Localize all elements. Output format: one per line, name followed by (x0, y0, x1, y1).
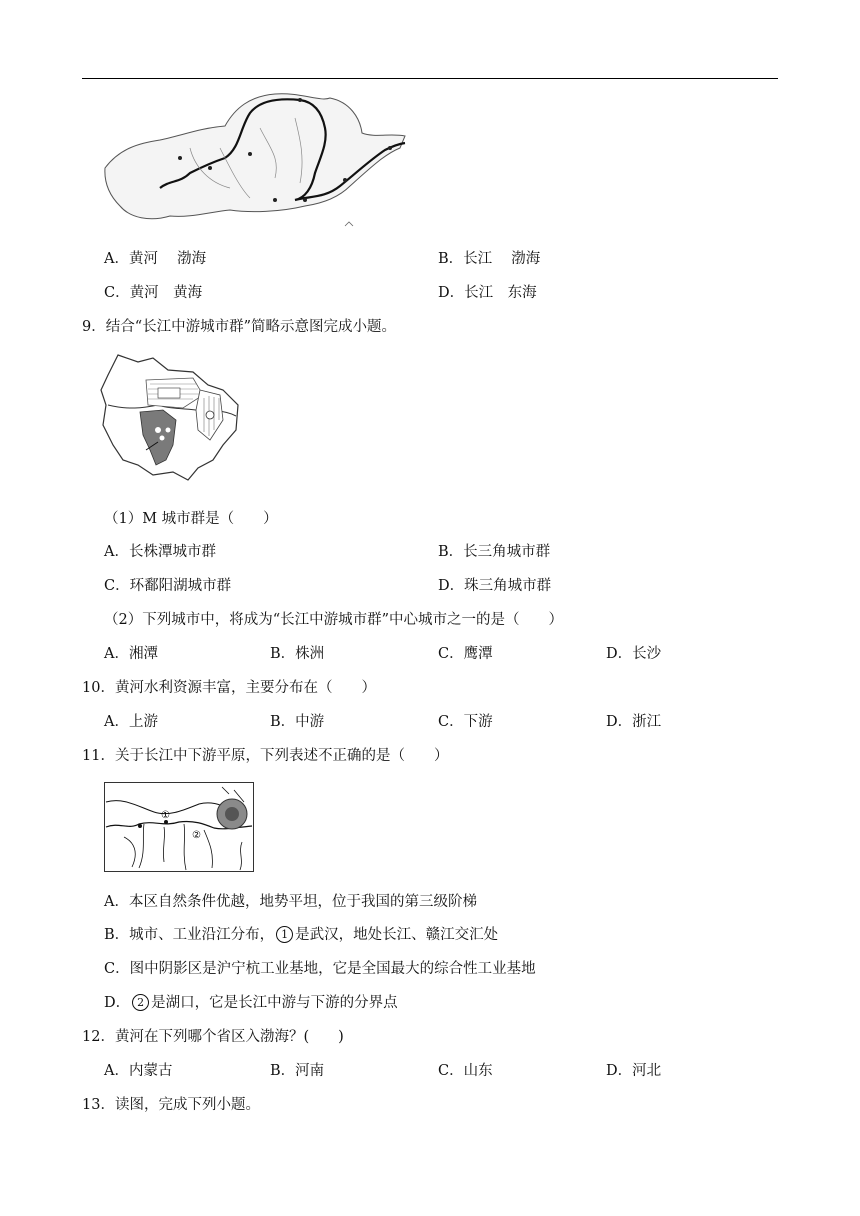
option-text: 长沙 (632, 646, 662, 662)
option-text: 本区自然条件优越，地势平坦，位于我国的第三级阶梯 (128, 894, 477, 910)
option-text: 长江 渤海 (463, 251, 541, 267)
option-letter: C． (438, 646, 464, 662)
circled-number: 2 (132, 994, 149, 1011)
option-text: 长株潭城市群 (128, 544, 216, 560)
q9-sub2-option-b[interactable] (270, 642, 324, 663)
q9-sub2-stem: （2）下列城市中，将成为“长江中游城市群”中心城市之一的是（ ） (104, 612, 564, 628)
q8-option-d[interactable] (438, 281, 537, 302)
option-text: 城市、工业沿江分布， (129, 927, 275, 943)
q9-sub1-option-c[interactable] (104, 574, 231, 595)
q12-option-a[interactable] (104, 1059, 172, 1080)
header-rule (82, 78, 778, 79)
q9-sub2-option-d[interactable] (606, 642, 661, 663)
option-text: 浙江 (632, 714, 662, 730)
option-text: 下游 (463, 714, 493, 730)
option-text: 图中阴影区是沪宁杭工业基地，它是全国最大的综合性工业基地 (129, 961, 536, 977)
option-text: 是湖口，它是长江中游与下游的分界点 (151, 995, 398, 1011)
q9-stem: 9．结合“长江中游城市群”简略示意图完成小题。 (82, 319, 397, 335)
q8-option-c[interactable] (104, 281, 202, 302)
option-letter: D． (438, 578, 465, 594)
q9-sub1-option-d[interactable] (438, 574, 551, 595)
option-text: 河南 (295, 1063, 325, 1079)
q9-sub1-option-a[interactable] (104, 540, 216, 561)
option-text: 长江 东海 (464, 285, 537, 301)
option-text: 湘潭 (128, 646, 158, 662)
q12-option-d[interactable] (606, 1059, 661, 1080)
q13-stem: 13．读图，完成下列小题。 (82, 1097, 260, 1113)
q9-sub2-option-c[interactable] (438, 642, 493, 663)
q9-sub1-option-b[interactable] (438, 540, 550, 561)
option-text: 环鄱阳湖城市群 (129, 578, 232, 594)
option-text: 鹰潭 (463, 646, 493, 662)
option-letter: D． (438, 285, 465, 301)
option-letter: C． (104, 285, 130, 301)
q11-option-b[interactable] (104, 923, 498, 944)
option-letter: C． (438, 1063, 464, 1079)
q9-sub1-stem: （1）M 城市群是（ ） (104, 511, 278, 527)
option-letter: D． (606, 714, 633, 730)
option-letter: B． (270, 1063, 296, 1079)
option-letter: A． (104, 251, 129, 267)
q9-sub2-option-a[interactable] (104, 642, 158, 663)
option-letter: A． (104, 894, 129, 910)
option-letter: D． (104, 995, 131, 1011)
option-letter: B． (438, 251, 464, 267)
q10-option-d[interactable] (606, 710, 661, 731)
option-letter: A． (104, 1063, 129, 1079)
yangtze-plain-map (104, 782, 254, 872)
option-letter: A． (104, 714, 129, 730)
option-letter: D． (606, 646, 633, 662)
circled-number: 1 (276, 926, 293, 943)
q8-option-a[interactable] (104, 247, 206, 268)
q10-stem: 10．黄河水利资源丰富，主要分布在（ ） (82, 680, 376, 696)
option-text: 株洲 (295, 646, 325, 662)
option-letter: B． (438, 544, 464, 560)
option-text: 上游 (128, 714, 158, 730)
option-text: 黄河 黄海 (129, 285, 203, 301)
option-letter: B． (270, 714, 296, 730)
option-letter: D． (606, 1063, 633, 1079)
q11-option-a[interactable] (104, 890, 477, 911)
option-letter: C． (104, 578, 130, 594)
option-text: 内蒙古 (128, 1063, 173, 1079)
option-letter: A． (104, 646, 129, 662)
option-letter: B． (104, 927, 130, 943)
q10-option-b[interactable] (270, 710, 324, 731)
q11-option-c[interactable] (104, 957, 536, 978)
q12-stem: 12．黄河在下列哪个省区入渤海？( ) (82, 1029, 344, 1045)
option-letter: B． (270, 646, 296, 662)
option-text: 珠三角城市群 (464, 578, 552, 594)
option-letter: A． (104, 544, 129, 560)
q10-option-c[interactable] (438, 710, 493, 731)
option-text: 长三角城市群 (463, 544, 551, 560)
option-text: 是武汉，地处长江、赣江交汇处 (295, 927, 499, 943)
yellow-river-map (100, 88, 410, 228)
q12-option-b[interactable] (270, 1059, 324, 1080)
option-text: 黄河 渤海 (128, 251, 207, 267)
option-text: 中游 (295, 714, 325, 730)
yangtze-middle-cities-map (98, 350, 243, 485)
map-label-2: ② (192, 830, 201, 841)
option-text: 河北 (632, 1063, 662, 1079)
option-letter: C． (438, 714, 464, 730)
option-letter: C． (104, 961, 130, 977)
map-label-1: ① (161, 810, 170, 821)
q11-option-d[interactable] (104, 991, 398, 1012)
option-text: 山东 (463, 1063, 493, 1079)
q11-stem: 11．关于长江中下游平原，下列表述不正确的是（ ） (82, 748, 449, 764)
q10-option-a[interactable] (104, 710, 158, 731)
q8-option-b[interactable] (438, 247, 540, 268)
q12-option-c[interactable] (438, 1059, 493, 1080)
